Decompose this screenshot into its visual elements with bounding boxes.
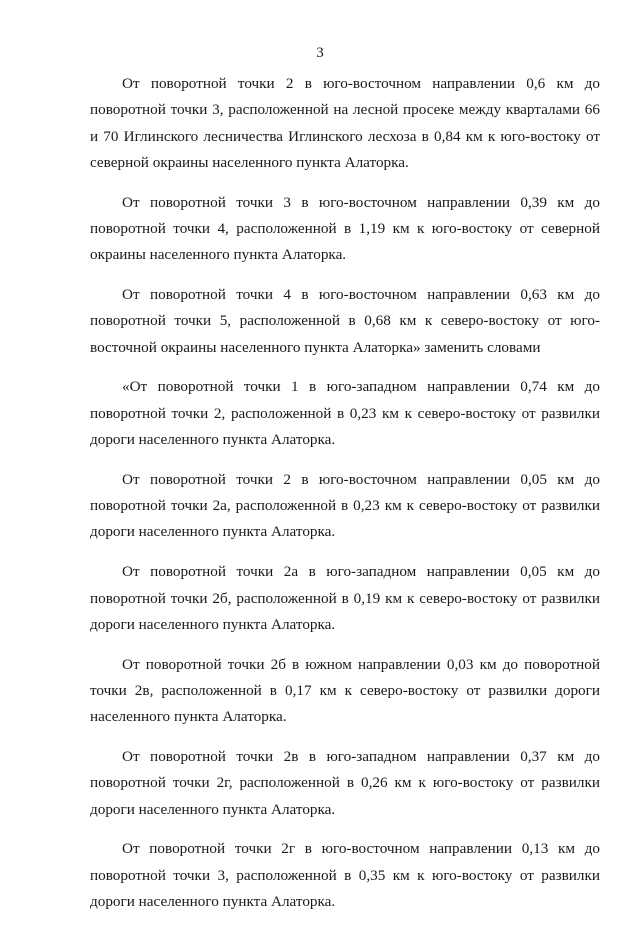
paragraph-new-point-2-to-2a: От поворотной точки 2 в юго-восточном направлении 0,05 км до поворотной точки 2а, расположенной в 0,23 км к северо-востоку от развилки дороги населенного пункта Алаторка. xyxy=(90,470,600,541)
paragraph-new-point-2b-to-2v: От поворотной точки 2б в южном направлении 0,03 км до поворотной точки 2в, расположенной в 0,17 км к северо-востоку от развилки дороги населенного пункта Алаторка. xyxy=(90,655,600,726)
paragraph-point-2-to-3: От поворотной точки 2 в юго-восточном направлении 0,6 км до поворотной точки 3, расположенной на лесной просеке между кварталами 66 и 70 Иглинского лесничества Иглинского лесхоза в 0,84 км к юго-востоку от северной окраины населенного пункта Алаторка. xyxy=(90,75,600,171)
document-body xyxy=(90,71,600,929)
paragraph-new-point-1-to-2: «От поворотной точки 1 в юго-западном направлении 0,74 км до поворотной точки 2, расположенной в 0,23 км к северо-востоку от развилки дороги населенного пункта Алаторка. xyxy=(90,378,600,449)
paragraph-point-4-to-5: От поворотной точки 4 в юго-восточном направлении 0,63 км до поворотной точки 5, расположенной в 0,68 км к северо-востоку от юго-восточной окраины населенного пункта Алаторка» заменить словами xyxy=(90,286,600,356)
page-number: 3 xyxy=(316,45,324,61)
paragraph-new-point-2a-to-2b: От поворотной точки 2а в юго-западном направлении 0,05 км до поворотной точки 2б, расположенной в 0,19 км к северо-востоку от развилки дороги населенного пункта Алаторка. xyxy=(90,563,600,633)
paragraph-new-point-2v-to-2g: От поворотной точки 2в в юго-западном направлении 0,37 км до поворотной точки 2г, расположенной в 0,26 км к юго-востоку от развилки дороги населенного пункта Алаторка. xyxy=(90,748,600,818)
paragraph-new-point-2g-to-3: От поворотной точки 2г в юго-восточном направлении 0,13 км до поворотной точки 3, расположенной в 0,35 км к юго-востоку от развилки дороги населенного пункта Алаторка. xyxy=(90,840,600,911)
paragraph-point-3-to-4: От поворотной точки 3 в юго-восточном направлении 0,39 км до поворотной точки 4, расположенной в 1,19 км к юго-востоку от северной окраины населенного пункта Алаторка. xyxy=(90,193,600,264)
